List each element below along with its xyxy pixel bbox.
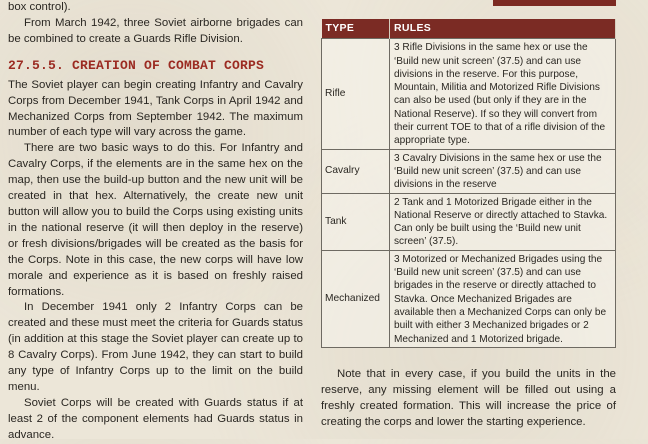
header-type: TYPE xyxy=(322,19,390,39)
table-row-rifle xyxy=(322,39,616,149)
table-row-mechanized xyxy=(322,250,616,347)
right-column xyxy=(321,367,616,431)
row-type: Cavalry xyxy=(322,149,390,193)
row-rule: 3 Motorized or Mechanized Brigades using the ‘Build new unit screen’ (37.5) and can use brigades in the reserve or directly attached to Stavka. Once Mechanized Brigades are available then a Mechanized Corps can only be built with either 3 Mechanized brigades or 2 Mechanized and 1 Motorized brigade. xyxy=(390,250,616,347)
section-heading: 27.5.5. CREATION OF COMBAT CORPS xyxy=(8,57,265,73)
row-type: Tank xyxy=(322,193,390,250)
para-note: Note that in every case, if you build the units in the reserve, any missing element will be filled out using a freshly created formation. This will increase the price of creating the corps and lower the starting experience. xyxy=(321,368,616,428)
para-two-ways: There are two basic ways to do this. For Infantry and Cavalry Corps, if the elements are in the same hex on the map, then use the build-up button and the new unit will be created in that hex. Alternatively, the create new unit button will allow you to build the Corps using existing units in the national reserve (it will then deploy in the reserve) or fresh divisions/brigades will be created as the basis for the Corps. Note in this case, the new corps will have low morale and experience as it is based on freshly raised formations. xyxy=(8,142,303,298)
table-row-cavalry xyxy=(322,149,616,193)
row-rule: 3 Cavalry Divisions in the same hex or use the ‘Build new unit screen’ (37.5) and can use divisions in the reserve xyxy=(390,149,616,193)
row-rule: 3 Rifle Divisions in the same hex or use the ‘Build new unit screen’ (37.5) and can use divisions in the reserve. For this purpose, Mountain, Militia and Motorized Rifle Divisions can also be used (but only if they are in the National Reserve). If so they will convert from their current TOE to that of a rifle division of the appropriate type. xyxy=(390,39,616,149)
para-guards-status: Soviet Corps will be created with Guards status if at least 2 of the component elements had Guards status in advance. xyxy=(8,396,303,441)
table-row-tank xyxy=(322,193,616,250)
row-rule: 2 Tank and 1 Motorized Brigade either in the National Reserve or directly attached to Stavka. Can only be built using the ‘Build new unit screen’ (37.5). xyxy=(390,193,616,250)
top-fragment: box control). xyxy=(8,1,71,13)
header-rules: RULES xyxy=(390,19,616,39)
para-intro: The Soviet player can begin creating Infantry and Cavalry Corps from December 1941, Tank Corps in April 1942 and Mechanized Corps from September 1942. The maximum number of each type will vary across the game. xyxy=(8,78,303,139)
para-guards-rifle: From March 1942, three Soviet airborne brigades can be combined to create a Guards Rifle Division. xyxy=(8,16,303,45)
table-header-row xyxy=(322,19,616,39)
row-type: Mechanized xyxy=(322,250,390,347)
left-column xyxy=(8,0,303,444)
para-december: In December 1941 only 2 Infantry Corps can be created and these must meet the criteria for Guards status (in addition at this stage the Soviet player can create up to 8 Cavalry Corps). From June 1942, they can start to build any type of Infantry Corps up to the limit on the build menu. xyxy=(8,301,303,393)
corps-rules-table xyxy=(321,19,616,348)
decorative-header-bar xyxy=(493,0,616,6)
row-type: Rifle xyxy=(322,39,390,149)
